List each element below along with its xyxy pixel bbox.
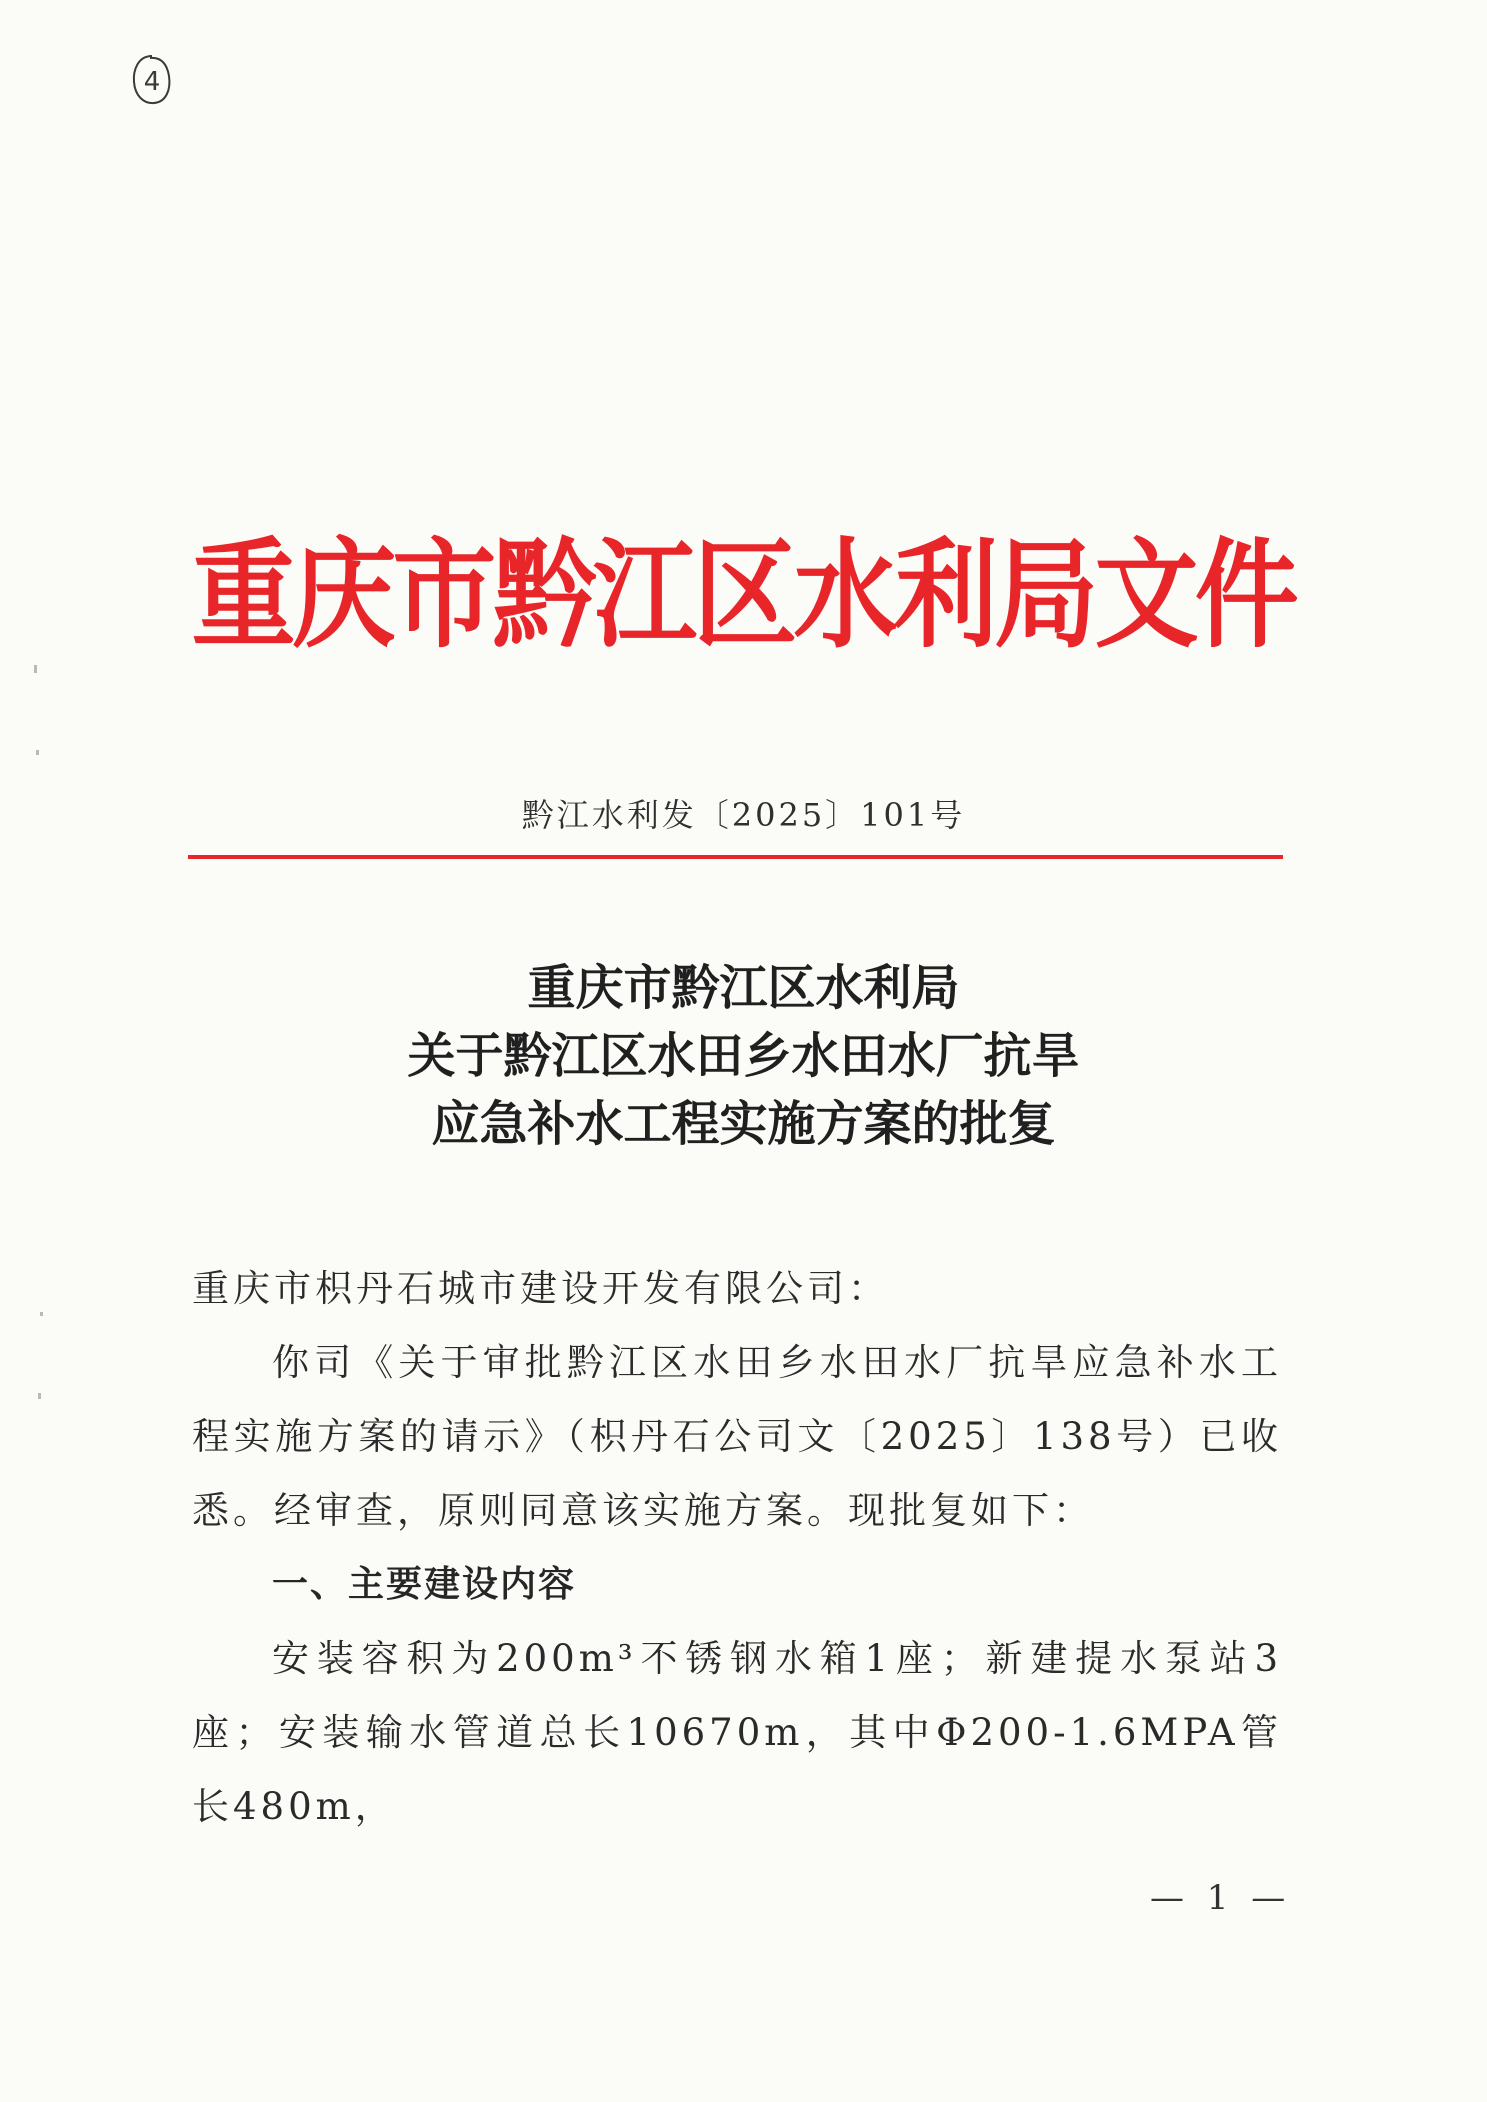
scan-speck xyxy=(38,1393,41,1399)
red-separator-line xyxy=(188,855,1283,859)
subject-line: 关于黔江区水田乡水田水厂抗旱 xyxy=(407,1028,1080,1084)
scan-speck xyxy=(36,750,39,755)
handwritten-circled-number xyxy=(130,52,174,108)
issuing-authority-title: 重庆市黔江区水利局文件 xyxy=(191,526,1296,664)
subject-line: 应急补水工程实施方案的批复 xyxy=(431,1096,1056,1152)
page-number: — 1 — xyxy=(1150,1878,1292,1918)
section-heading: 一、主要建设内容 xyxy=(272,1564,577,1605)
document-number: 黔江水利发〔2025〕101号 xyxy=(521,796,966,834)
scan-speck xyxy=(34,665,37,673)
handwritten-mark-text: 4 xyxy=(143,67,161,97)
scan-speck xyxy=(40,1312,43,1316)
body-paragraph: 安装容积为200m³不锈钢水箱1座；新建提水泵站3座；安装输水管道总长10670m，其中Φ200-1.6MPA管长480m， xyxy=(192,1637,1282,1828)
handwritten-circle-icon xyxy=(130,52,174,108)
addressee: 重庆市枳丹石城市建设开发有限公司： xyxy=(192,1267,889,1310)
subject-line: 重庆市黔江区水利局 xyxy=(527,960,960,1016)
document-subject xyxy=(0,954,1487,1158)
body-paragraph: 你司《关于审批黔江区水田乡水田水厂抗旱应急补水工程实施方案的请示》（枳丹石公司文〔2025〕138号）已收悉。经审查，原则同意该实施方案。现批复如下： xyxy=(192,1341,1282,1532)
